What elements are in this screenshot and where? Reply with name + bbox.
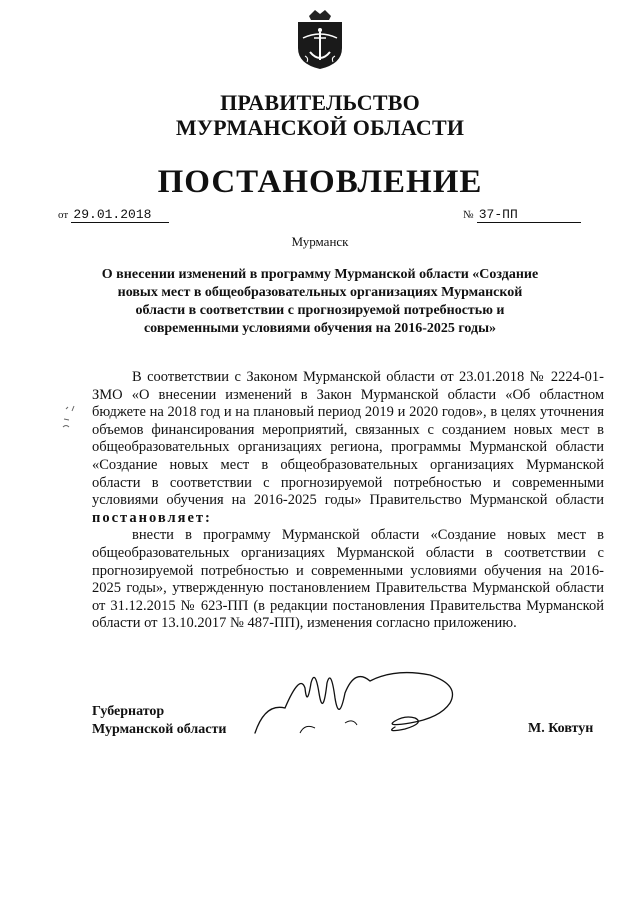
date-value: 29.01.2018 — [71, 207, 169, 223]
number-label: № — [463, 209, 474, 221]
signer-title-line1: Губернатор — [92, 704, 165, 719]
margin-mark-icon — [60, 403, 90, 431]
document-title: О внесении изменений в программу Мурманской области «Создание новых мест в общеобразовательных организациях Мурманской области в соответствии с прогнозируемой потребностью и современными условиями обучения на 2016-2025 годы» — [101, 267, 539, 336]
document-number — [463, 206, 581, 223]
handwritten-signature-icon — [245, 663, 475, 743]
document-body — [92, 369, 604, 633]
decree-word: постановляет: — [92, 509, 212, 526]
coat-of-arms-icon — [295, 8, 345, 70]
document-date — [58, 206, 169, 223]
document-type: ПОСТАНОВЛЕНИЕ — [157, 164, 483, 200]
body-paragraph-1 — [92, 369, 604, 527]
number-value: 37-ПП — [477, 207, 581, 223]
body-paragraph-1-text: В соответствии с Законом Мурманской области от 23.01.2018 № 2224-01-ЗМО «О внесении изменений в Закон Мурманской области «Об областном бюджете на 2018 год и на плановый период 2019 и 2020 годов», в целях уточнения объемов финансирования мероприятий, связанных с созданием новых мест в общеобразовательных организациях региона, программы Мурманской области «Создание новых мест в общеобразовательных организациях Мурманской области в соответствии с прогнозируемой потребностью и современными условиями обучения на 2016-2025 годы» Правительство Мурманской области — [92, 369, 604, 509]
government-name — [0, 90, 640, 140]
signer-title-line2: Мурманской области — [92, 722, 227, 737]
signer-name: М. Ковтун — [528, 721, 594, 736]
body-paragraph-2: внести в программу Мурманской области «Создание новых мест в общеобразовательных организациях Мурманской области в соответствии с прогнозируемой потребностью и современными условиями обучения на 2016-2025 годы», утвержденную постановлением Правительства Мурманской области от 31.12.2015 № 623-ПП (в редакции постановления Правительства Мурманской области от 13.10.2017 № 487-ПП), изменения согласно приложению. — [92, 527, 604, 632]
signer-title — [92, 703, 226, 739]
government-name-line1: ПРАВИТЕЛЬСТВО — [220, 90, 420, 115]
government-name-line2: МУРМАНСКОЙ ОБЛАСТИ — [175, 115, 465, 140]
date-label: от — [58, 209, 69, 221]
city: Мурманск — [291, 234, 349, 249]
